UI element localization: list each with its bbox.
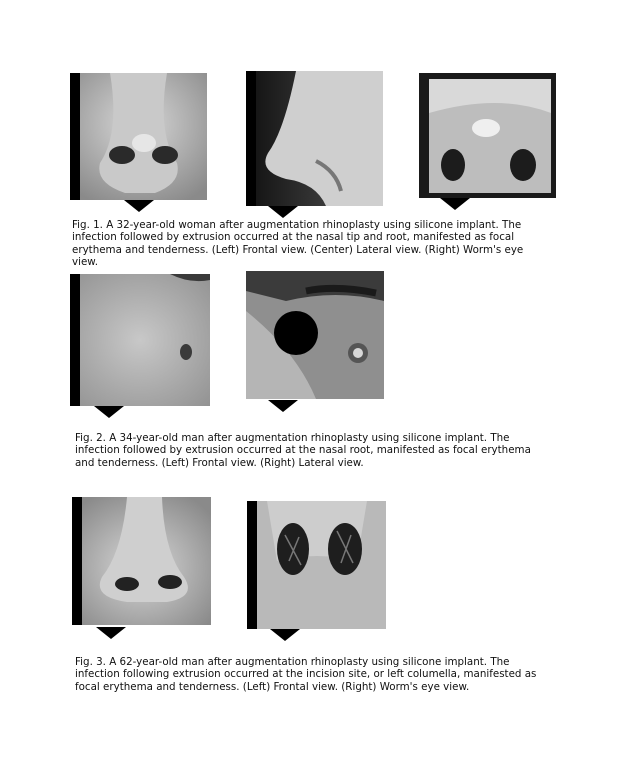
fig2-frontal-pointer — [94, 406, 124, 418]
fig1-worms-eye-photo — [419, 73, 556, 198]
fig3-frontal-pointer — [96, 627, 126, 639]
fig3-caption: Fig. 3. A 62-year-old man after augmentation rhinoplasty using silicone implant. The infection following extrusion occurred at the incision site, or left columella, manifested as focal erythema and tenderness. (Left) Frontal view. (Right) Worm's eye view. — [75, 656, 537, 693]
fig2-lateral-pointer — [268, 400, 298, 412]
fig3-frontal-photo — [72, 497, 211, 625]
fig2-frontal-photo — [70, 274, 210, 406]
fig1-caption: Fig. 1. A 32-year-old woman after augmentation rhinoplasty using silicone implant. The infection followed by extrusion occurred at the nasal tip and root, manifested as focal erythema and tenderness. (Left) Frontal view. (Center) Lateral view. (Right) Worm's eye view. — [72, 219, 524, 269]
fig2-lateral-photo — [246, 271, 384, 399]
fig1-lateral-photo — [246, 71, 383, 206]
fig3-worms-eye-pointer — [270, 629, 300, 641]
fig1-lateral-pointer — [268, 206, 298, 218]
fig1-worms-eye-pointer — [440, 198, 470, 210]
fig3-worms-eye-photo — [247, 501, 386, 629]
fig2-caption: Fig. 2. A 34-year-old man after augmentation rhinoplasty using silicone implant. The infection followed by extrusion occurred at the nasal root, manifested as focal erythema and tenderness. (Left) Frontal view. (Right) Lateral view. — [75, 432, 531, 469]
fig1-frontal-photo — [70, 73, 207, 200]
fig1-frontal-pointer — [124, 200, 154, 212]
